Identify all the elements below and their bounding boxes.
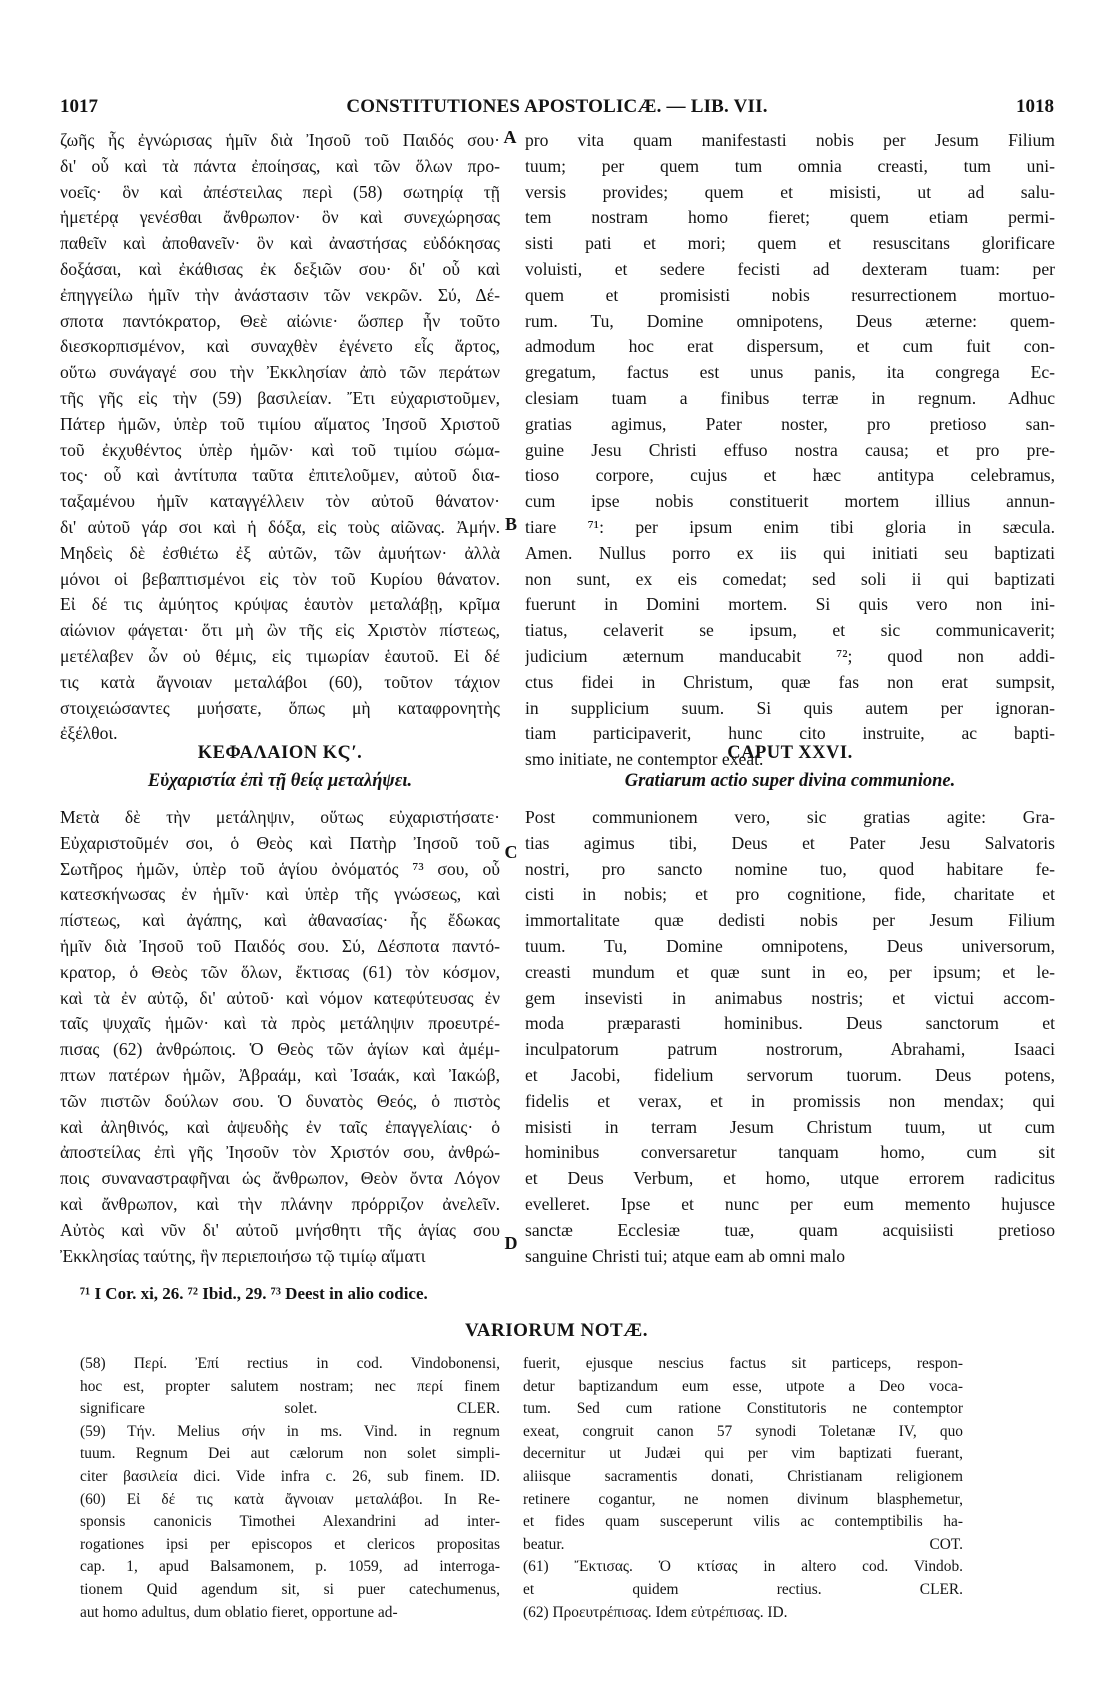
text-line: ζωῆς ἧς ἐγνώρισας ἡμῖν διὰ Ἰησοῦ τοῦ Παιδός σου· xyxy=(60,130,500,150)
text-line: sanguine Christi tui; atque eam ab omni malo xyxy=(525,1245,846,1266)
text-line: hoc est, propter salutem nostram; nec περί finem xyxy=(80,1377,500,1395)
text-line: rum. Tu, Domine omnipotens, Deus æterne: quem- xyxy=(525,310,1055,331)
text-line: (58) Περί. Ἐπί rectius in cod. Vindobonensi, xyxy=(80,1355,500,1372)
text-line: aliisque sacramentis donati, Christianam religionem xyxy=(523,1467,963,1485)
text-line: sisti pati et mori; quem et resuscitans glorificare xyxy=(525,233,1055,254)
text-line: guine Jesu Christi effuso nostra causa; et pro pre- xyxy=(525,439,1055,460)
notes-right-column xyxy=(523,1353,963,1624)
chapter-heading-latin: CAPUT XXVI. xyxy=(727,743,853,763)
text-line: nostri, pro sancto nomine tuo, quod habitare fe- xyxy=(525,858,1055,879)
text-line: ἡμῖν διὰ Ἰησοῦ τοῦ Παιδός σου. Σύ, Δέσποτα παντό- xyxy=(60,935,500,956)
text-line: κατεσκήνωσας ἐν ἡμῖν· καὶ ὑπὲρ τῆς γνώσεως, καὶ xyxy=(60,884,500,905)
text-line: tias agimus tibi, Deus et Pater Jesu Salvatoris xyxy=(525,832,1055,853)
text-line: ἐπηγγείλω ἡμῖν τὴν ἀνάστασιν τῶν νεκρῶν. Σύ, Δέ- xyxy=(60,284,500,305)
text-line: tuum. Regnum Dei aut cælorum non solet simpli- xyxy=(80,1445,500,1463)
latin-column-bottom xyxy=(525,805,1055,1269)
text-line: evelleret. Ipse et nunc per eum memento hujusce xyxy=(525,1193,1055,1214)
text-line: quem et promisisti nobis resurrectionem mortuo- xyxy=(525,284,1055,305)
text-line: Εὐχαριστοῦμέν σοι, ὁ Θεὸς καὶ Πατὴρ Ἰησοῦ τοῦ xyxy=(60,832,500,853)
text-line: cum ipse nobis constituerit mortem illius annun- xyxy=(525,491,1055,512)
text-line: fuerunt in Domini mortem. Si quis vero non ini- xyxy=(525,594,1055,615)
text-line: αἰώνιον φάγεται· ὅτι μὴ ὢν τῆς εἰς Χριστὸν πίστεως, xyxy=(60,620,500,641)
text-line: citer βασιλεία dici. Vide infra c. 26, sub finem. ID. xyxy=(80,1467,500,1485)
text-line: κρατορ, ὁ Θεὸς τῶν ὅλων, ἔκτισας (61) τὸν κόσμον, xyxy=(60,961,500,982)
text-line: tiatus, celaverit se ipsum, et sic communicaverit; xyxy=(525,620,1055,641)
text-line: καὶ ἄνθρωπον, καὶ τὴν πλάνην πρόρριζον ἀνελεῖν. xyxy=(60,1193,500,1214)
text-line: fidelis et verax, et in promissis non mendax; qui xyxy=(525,1090,1055,1111)
text-line: in supplicium suum. Si quis autem per ignoran- xyxy=(525,697,1055,718)
text-line: tum. Sed cum ratione Constitutoris ne contemptor xyxy=(523,1400,963,1418)
margin-marker-c: C xyxy=(504,842,518,862)
text-line: Σωτῆρος ἡμῶν, ὑπὲρ τοῦ ἁγίου ὀνόματός ⁷³ σου, οὗ xyxy=(60,858,500,879)
text-line: rogationes ipsi per episcopos et clericos propositas xyxy=(80,1535,500,1553)
text-line: μόνοι οἱ βεβαπτισμένοι εἰς τὸν τοῦ Κυρίου θάνατον. xyxy=(60,568,500,589)
text-line: tiam participaverit, hunc cito instruite, ac bapti- xyxy=(525,723,1055,744)
text-line: ταῖς ψυχαῖς ἡμῶν· καὶ τὰ πρὸς μετάληψιν προευτρέ- xyxy=(60,1013,500,1034)
text-line: voluisti, et sedere fecisti ad dexteram tuam: per xyxy=(525,258,1055,279)
text-line: Μηδεὶς δὲ ἐσθιέτω ἐξ αὐτῶν, τῶν ἀμυήτων· ἀλλὰ xyxy=(60,542,500,563)
text-line: sanctæ Ecclesiæ tuæ, quam acquisiisti pretioso xyxy=(525,1219,1055,1240)
text-line: et Jacobi, fidelium servorum tuorum. Deus potens, xyxy=(525,1064,1055,1085)
text-line: creasti mundum et quæ sunt in eo, per ipsum; et le- xyxy=(525,961,1055,982)
greek-column-bottom xyxy=(60,805,500,1269)
text-line: μετέλαβεν ὧν οὐ θέμις, εἰς τιμωρίαν ἑαυτοῦ. Εἰ δέ xyxy=(60,645,500,666)
text-line: gregatum, factus est unus panis, ita congrega Ec- xyxy=(525,362,1055,383)
text-line: hominibus conversaretur tanquam homo, cum sit xyxy=(525,1142,1055,1163)
text-line: admodum hoc erat dispersum, et cum fuit con- xyxy=(525,336,1055,357)
text-line: τις κατὰ ἄγνοιαν μεταλάβοι (60), τοῦτον τάχιον xyxy=(60,671,500,692)
text-line: οὕτω συνάγαγέ σου τὴν Ἐκκλησίαν ἀπὸ τῶν περάτων xyxy=(60,362,500,383)
chapter-subheading-greek: Εὐχαριστία ἐπὶ τῇ θείᾳ μεταλήψει. xyxy=(147,771,413,791)
text-line: τῶν πιστῶν δούλων σου. Ὁ δυνατὸς Θεός, ὁ πιστὸς xyxy=(60,1090,500,1111)
margin-marker-d: D xyxy=(504,1233,518,1253)
text-line: clesiam tuam a finibus terræ in regnum. Adhuc xyxy=(525,387,1055,408)
text-line: inculpatorum patrum nostrorum, Abrahami, Isaaci xyxy=(525,1039,1055,1060)
text-line: Ἐκκλησίας ταύτης, ἣν περιεποιήσω τῷ τιμίῳ αἵματι xyxy=(60,1245,426,1266)
text-line: et quidem rectius. CLER. xyxy=(523,1580,963,1598)
latin-column-top xyxy=(525,128,1055,773)
text-line: non sunt, ex eis comedat; sed soli ii qui baptizati xyxy=(525,568,1055,589)
text-line: δι' αὐτοῦ γάρ σοι καὶ ἡ δόξα, εἰς τοὺς αἰῶνας. Ἀμήν. xyxy=(60,516,500,537)
text-line: misisti in terram Jesum Christum tuum, ut cum xyxy=(525,1116,1055,1137)
text-line: aut homo adultus, dum oblatio fieret, opportune ad- xyxy=(80,1603,398,1621)
footnote-references: ⁷¹ I Cor. xi, 26. ⁷² Ibid., 29. ⁷³ Deest in alio codice. xyxy=(80,1284,428,1303)
text-line: immortalitate quæ dedisti nobis per Jesum Filium xyxy=(525,910,1055,931)
text-line: tuum; per quem tum omnia creasti, tum uni- xyxy=(525,155,1055,176)
page-number-left: 1017 xyxy=(60,96,98,117)
text-line: Αὐτὸς καὶ νῦν δι' αὐτοῦ μνήσθητι τῆς ἁγίας σου xyxy=(60,1219,500,1240)
text-line: πισας (62) ἀνθρώποις. Ὁ Θεὸς τῶν ἁγίων καὶ ἀμέμ- xyxy=(60,1039,500,1060)
text-line: pro vita quam manifestasti nobis per Jesum Filium xyxy=(525,130,1055,150)
margin-marker-b: B xyxy=(504,514,517,534)
text-line: σποτα παντόκρατορ, Θεὲ αἰώνιε· ὥσπερ ἦν τοῦτο xyxy=(60,310,500,331)
text-line: ἡμετέρᾳ γενέσθαι ἄνθρωπον· ὃν καὶ συνεχώρησας xyxy=(60,207,500,228)
text-line: detur baptizandum eum esse, utpote a Deo voca- xyxy=(523,1377,963,1395)
text-line: tioso corpore, cujus et hæc antitypa celebramus, xyxy=(525,465,1055,486)
text-line: ἀποστείλας ἐπὶ γῆς Ἰησοῦν τὸν Χριστόν σου, ἀνθρώ- xyxy=(60,1142,500,1163)
text-line: tem nostram homo fieret; quem etiam permi- xyxy=(525,207,1055,228)
text-line: judicium æternum manducabit ⁷²; quod non addi- xyxy=(525,645,1055,666)
margin-marker-a: A xyxy=(503,127,517,147)
text-line: Amen. Nullus porro ex iis qui initiati seu baptizati xyxy=(525,542,1055,563)
text-line: beatur. COT. xyxy=(523,1535,963,1553)
text-line: ἐξέλθοι. xyxy=(60,723,118,744)
text-line: καὶ τὰ ἐν αὐτῷ, δι' αὐτοῦ· καὶ νόμον κατεφύτευσας ἐν xyxy=(60,987,500,1008)
chapter-subheading-latin: Gratiarum actio super divina communione. xyxy=(624,771,956,791)
notes-left-column xyxy=(80,1353,500,1624)
text-line: (60) Εἰ δέ τις κατὰ ἄγνοιαν μεταλάβοι. In Re- xyxy=(80,1490,500,1508)
text-line: gem insevisti in animabus nostris; et victui accom- xyxy=(525,987,1055,1008)
text-line: (62) Προευτρέπισας. Idem εὐτρέπισας. ID. xyxy=(523,1603,788,1621)
running-head xyxy=(60,96,1054,122)
chapter-heading-greek: ΚΕΦΑΛΑΙΟΝ ΚϚʹ. xyxy=(197,743,363,763)
text-line: δι' οὗ καὶ τὰ πάντα ἐποίησας, καὶ τῶν ὅλων προ- xyxy=(60,155,500,176)
text-line: fuerit, ejusque nescius factus sit particeps, respon- xyxy=(523,1355,963,1372)
text-line: τος· οὗ καὶ ἀντίτυπα ταῦτα ἐπιτελοῦμεν, αὐτοῦ δια- xyxy=(60,465,500,486)
text-line: πτων πατέρων ἡμῶν, Ἀβραάμ, καὶ Ἰσαάκ, καὶ Ἰακώβ, xyxy=(60,1064,500,1085)
text-line: significare solet. CLER. xyxy=(80,1400,500,1418)
text-line: et fides quam susceperunt vilis ac contemptibilis ha- xyxy=(523,1513,963,1531)
text-line: στοιχειώσαντες μυήσατε, ὅπως μὴ καταφρονητὴς xyxy=(60,697,500,718)
page-number-right: 1018 xyxy=(1016,96,1054,117)
text-line: cap. 1, apud Balsamonem, p. 1059, ad interroga- xyxy=(80,1558,500,1576)
text-line: πίστεως, καὶ ἀγάπης, καὶ ἀθανασίας· ἧς ἔδωκας xyxy=(60,910,500,931)
text-line: δοξάσαι, καὶ ἐκάθισας ἐκ δεξιῶν σου· δι' οὗ καὶ xyxy=(60,258,500,279)
text-line: tiare ⁷¹: per ipsum enim tibi gloria in sæcula. xyxy=(525,516,1055,537)
text-line: decernitur ut Judæi qui per vim baptizati fuerant, xyxy=(523,1445,963,1463)
text-line: τοῦ ἐκχυθέντος ὑπὲρ ἡμῶν· καὶ τοῦ τιμίου σώμα- xyxy=(60,439,500,460)
text-line: διεσκορπισμένον, καὶ συναχθὲν ἐγένετο εἷς ἄρτος, xyxy=(60,336,500,357)
greek-column-top xyxy=(60,128,500,747)
text-line: παθεῖν καὶ ἀποθανεῖν· ὃν καὶ ἀναστήσας εὐδόκησας xyxy=(60,233,500,254)
text-line: Πάτερ ἡμῶν, ὑπὲρ τοῦ τιμίου αἵματος Ἰησοῦ Χριστοῦ xyxy=(60,413,500,434)
text-line: ποις συναναστραφῆναι ὡς ἄνθρωπον, Θεὸν ὄντα Λόγον xyxy=(60,1168,500,1189)
text-line: νοεῖς· ὃν καὶ ἀπέστειλας περὶ (58) σωτηρίᾳ τῇ xyxy=(60,181,500,202)
text-line: ctus fidei in Christum, quæ fas non erat sumpsit, xyxy=(525,671,1055,692)
text-line: Post communionem vero, sic gratias agite: Gra- xyxy=(525,807,1055,827)
text-line: (61) Ἔκτισας. Ὁ κτίσας in altero cod. Vindob. xyxy=(523,1558,963,1576)
text-line: tionem Quid agendum sit, si puer catechumenus, xyxy=(80,1580,500,1598)
text-line: Μετὰ δὲ τὴν μετάληψιν, οὕτως εὐχαριστήσατε· xyxy=(60,807,500,827)
text-line: gratias agimus, Pater noster, pro pretioso san- xyxy=(525,413,1055,434)
running-title: CONSTITUTIONES APOSTOLICÆ. — LIB. VII. xyxy=(346,96,768,117)
text-line: et Deus Verbum, et homo, utque errorem radicitus xyxy=(525,1168,1055,1189)
text-line: retinere cogantur, ne nomen divinum blasphemetur, xyxy=(523,1490,963,1508)
text-line: tuum. Tu, Domine omnipotens, Deus universorum, xyxy=(525,935,1055,956)
text-line: versis provides; quem et misisti, ut ad salu- xyxy=(525,181,1055,202)
text-line: Εἰ δέ τις ἀμύητος κρύψας ἑαυτὸν μεταλάβῃ, κρῖμα xyxy=(60,594,500,615)
text-line: ταξαμένου ἡμῖν καταγγέλλειν τὸν αὐτοῦ θάνατον· xyxy=(60,491,500,512)
text-line: moda præparasti hominibus. Deus sanctorum et xyxy=(525,1013,1055,1034)
text-line: exeat, congruit canon 57 synodi Toletanæ IV, quo xyxy=(523,1422,963,1440)
text-line: smo initiate, ne contemptor exeat. xyxy=(525,749,764,770)
text-line: sponsis canonicis Timothei Alexandrini ad inter- xyxy=(80,1513,500,1531)
text-line: καὶ ἀληθινός, καὶ ἀψευδὴς ἐν ταῖς ἐπαγγελίαις· ὁ xyxy=(60,1116,500,1137)
text-line: τῆς γῆς εἰς τὴν (59) βασιλείαν. Ἔτι εὐχαριστοῦμεν, xyxy=(60,387,500,408)
notes-title: VARIORUM NOTÆ. xyxy=(465,1320,648,1341)
text-line: cisti in nobis; et pro cognitione, fide, charitate et xyxy=(525,884,1055,905)
text-line: (59) Τήν. Melius σήν in ms. Vind. in regnum xyxy=(80,1422,500,1440)
